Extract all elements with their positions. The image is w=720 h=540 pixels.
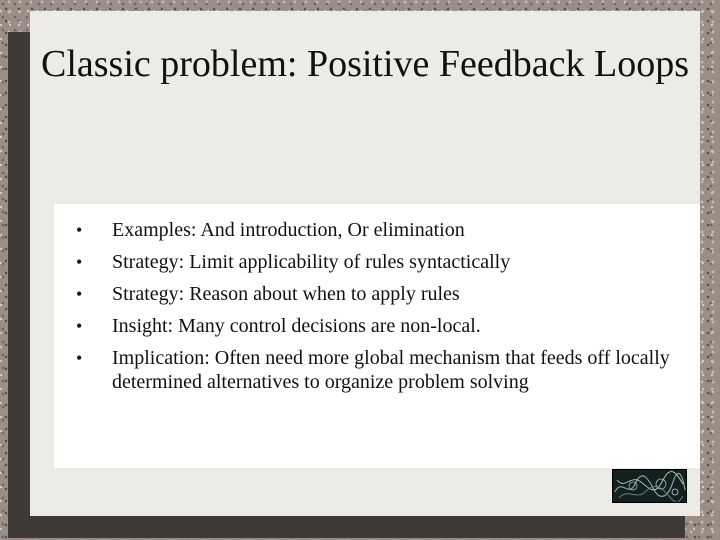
bullet-item [54,282,694,306]
content-area [54,204,700,468]
bullet-text: Examples: And introduction, Or elimination [112,219,465,241]
bullet-list [54,218,694,402]
bullet-symbol: • [76,220,83,240]
bullet-symbol: • [76,252,83,272]
bullet-text: Insight: Many control decisions are non-local. [112,315,481,337]
bullet-text: Strategy: Reason about when to apply rules [112,283,460,305]
bullet-item [54,346,694,394]
bullet-text: Strategy: Limit applicability of rules syntactically [112,251,511,273]
slide-title: Classic problem: Positive Feedback Loops [40,43,690,85]
bullet-item [54,218,694,242]
bullet-item [54,314,694,338]
slide [30,11,700,516]
bullet-symbol: • [76,348,83,368]
decorative-thumbnail-image [612,469,687,503]
bullet-symbol: • [76,316,83,336]
bullet-symbol: • [76,284,83,304]
bullet-text: Implication: Often need more global mechanism that feeds off locally determined alternatives to organize problem solving [112,347,670,393]
bullet-item [54,250,694,274]
